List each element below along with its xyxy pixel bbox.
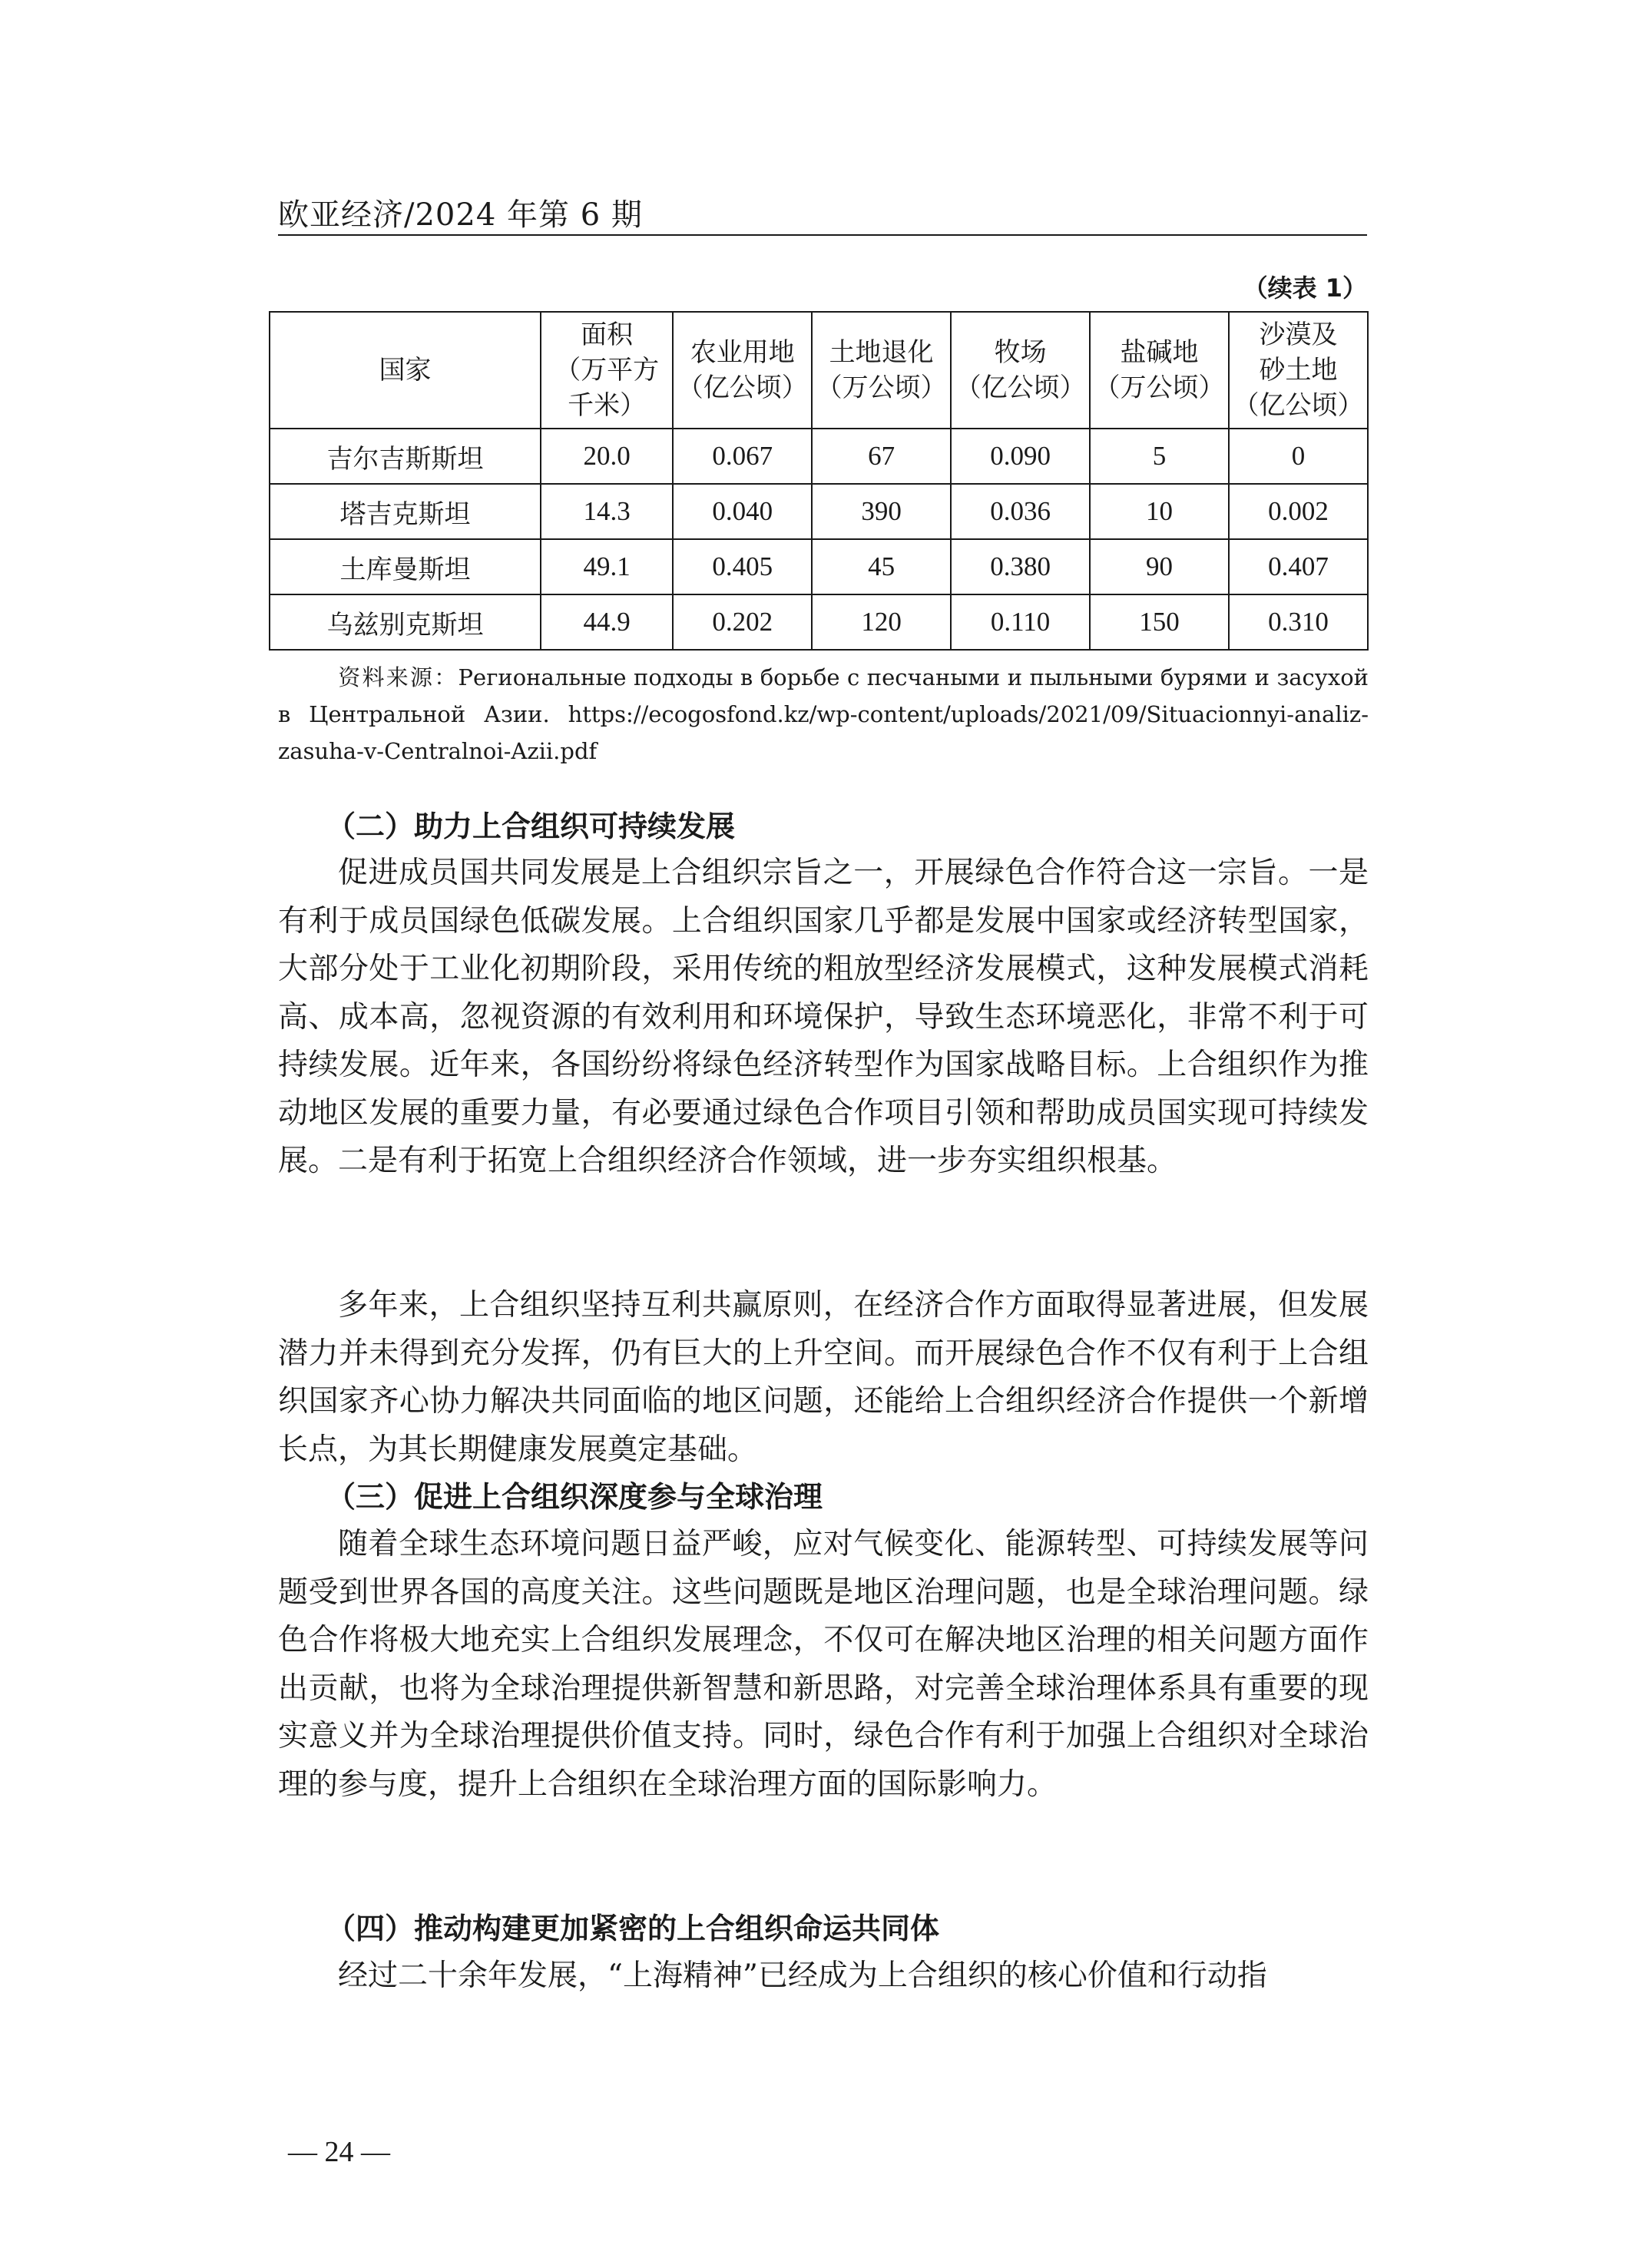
column-header-land-degradation: 土地退化 （万公顷） (812, 312, 951, 429)
source-text: Региональные подходы в борьбе с песчаными и пыльными бурями и засухой в Центральной Азии. https://ecogosfond.kz/wp-content/uploads/2021/09/Situacionnyi-analiz-zasuha-v-Centralnoi-Azii.pdf (278, 664, 1369, 764)
table-row (270, 539, 1368, 594)
table-cell: 49.1 (541, 539, 673, 594)
running-head: 欧亚经济/2024 年第 6 期 (278, 197, 643, 233)
column-header-pasture: 牧场 （亿公顷） (951, 312, 1090, 429)
table-continuation-label: （续表 1） (1243, 273, 1367, 303)
table-row (270, 484, 1368, 539)
table-cell: 乌兹别克斯坦 (270, 594, 541, 650)
table-cell: 0.407 (1229, 539, 1368, 594)
table-cell: 67 (812, 429, 951, 484)
table-cell: 150 (1090, 594, 1229, 650)
table-cell: 14.3 (541, 484, 673, 539)
table-cell: 0.067 (673, 429, 812, 484)
table-cell: 塔吉克斯坦 (270, 484, 541, 539)
table-header-row (270, 312, 1368, 429)
column-header-desert-land: 沙漠及 砂土地 （亿公顷） (1229, 312, 1368, 429)
table-source-note (278, 659, 1369, 770)
section-heading-2: （二）助力上合组织可持续发展 (326, 810, 736, 843)
table-row (270, 429, 1368, 484)
paragraph-2: 多年来，上合组织坚持互利共赢原则，在经济合作方面取得显著进展，但发展潜力并未得到充分发挥，仍有巨大的上升空间。而开展绿色合作不仅有利于上合组织国家齐心协力解决共同面临的地区问题，还能给上合组织经济合作提供一个新增长点，为其长期健康发展奠定基础。 (278, 1288, 1369, 1467)
section-heading-3: （三）促进上合组织深度参与全球治理 (326, 1480, 823, 1514)
table-cell: 0.202 (673, 594, 812, 650)
table-cell: 90 (1090, 539, 1229, 594)
table-cell: 5 (1090, 429, 1229, 484)
column-header-agricultural-land: 农业用地 （亿公顷） (673, 312, 812, 429)
table-cell: 44.9 (541, 594, 673, 650)
table-cell: 10 (1090, 484, 1229, 539)
table-cell: 45 (812, 539, 951, 594)
paragraph-4: 经过二十余年发展，“上海精神”已经成为上合组织的核心价值和行动指 (338, 1958, 1267, 1993)
table-cell: 0.040 (673, 484, 812, 539)
table-cell: 0.090 (951, 429, 1090, 484)
table-row (270, 594, 1368, 650)
table-cell: 土库曼斯坦 (270, 539, 541, 594)
column-header-area: 面积 （万平方 千米） (541, 312, 673, 429)
table-cell: 20.0 (541, 429, 673, 484)
table-cell: 0.110 (951, 594, 1090, 650)
paragraph-3: 随着全球生态环境问题日益严峻，应对气候变化、能源转型、可持续发展等问题受到世界各国的高度关注。这些问题既是地区治理问题，也是全球治理问题。绿色合作将极大地充实上合组织发展理念，不仅可在解决地区治理的相关问题方面作出贡献，也将为全球治理提供新智慧和新思路，对完善全球治理体系具有重要的现实意义并为全球治理提供价值支持。同时，绿色合作有利于加强上合组织对全球治理的参与度，提升上合组织在全球治理方面的国际影响力。 (278, 1527, 1369, 1802)
section-heading-4: （四）推动构建更加紧密的上合组织命运共同体 (326, 1912, 940, 1945)
table-cell: 吉尔吉斯斯坦 (270, 429, 541, 484)
paragraph-1: 促进成员国共同发展是上合组织宗旨之一，开展绿色合作符合这一宗旨。一是有利于成员国绿色低碳发展。上合组织国家几乎都是发展中国家或经济转型国家，大部分处于工业化初期阶段，采用传统的粗放型经济发展模式，这种发展模式消耗高、成本高，忽视资源的有效利用和环境保护，导致生态环境恶化，非常不利于可持续发展。近年来，各国纷纷将绿色经济转型作为国家战略目标。上合组织作为推动地区发展的重要力量，有必要通过绿色合作项目引领和帮助成员国实现可持续发展。二是有利于拓宽上合组织经济合作领域，进一步夯实组织根基。 (278, 856, 1369, 1178)
column-header-country: 国家 (270, 312, 541, 429)
table-cell: 0.036 (951, 484, 1090, 539)
source-label: 资料来源： (338, 664, 459, 690)
data-table (269, 311, 1369, 651)
table-cell: 120 (812, 594, 951, 650)
header-rule (278, 234, 1367, 236)
table-cell: 0.380 (951, 539, 1090, 594)
table-cell: 0.405 (673, 539, 812, 594)
column-header-saline-land: 盐碱地 （万公顷） (1090, 312, 1229, 429)
table-cell: 0.002 (1229, 484, 1368, 539)
table-cell: 0 (1229, 429, 1368, 484)
table-cell: 0.310 (1229, 594, 1368, 650)
table-cell: 390 (812, 484, 951, 539)
page-number: — 24 — (288, 2136, 390, 2168)
